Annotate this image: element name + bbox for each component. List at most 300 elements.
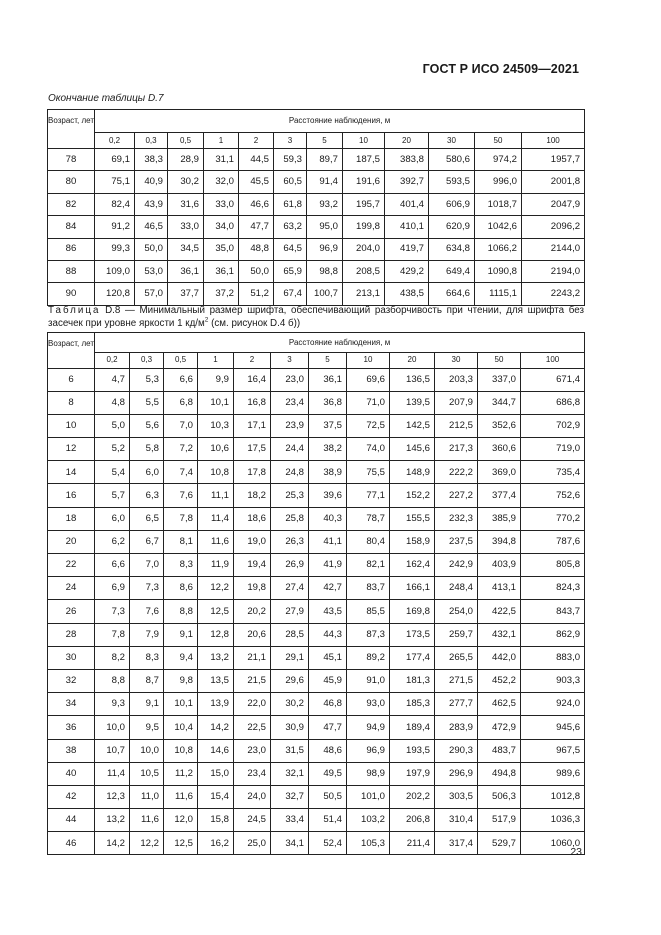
value-cell: 369,0 bbox=[478, 461, 521, 484]
distance-header: Расстояние наблюдения, м bbox=[95, 333, 585, 353]
value-cell: 96,9 bbox=[307, 238, 343, 260]
value-cell: 12,2 bbox=[130, 832, 164, 855]
table-row bbox=[48, 484, 585, 507]
value-cell: 23,0 bbox=[234, 739, 271, 762]
age-cell: 88 bbox=[48, 260, 95, 282]
value-cell: 51,2 bbox=[239, 283, 274, 305]
table-row bbox=[48, 193, 585, 215]
value-cell: 620,9 bbox=[429, 216, 475, 238]
value-cell: 208,5 bbox=[343, 260, 385, 282]
value-cell: 8,8 bbox=[164, 600, 198, 623]
value-cell: 173,5 bbox=[390, 623, 435, 646]
table-row bbox=[48, 530, 585, 553]
value-cell: 32,7 bbox=[271, 785, 309, 808]
value-cell: 593,5 bbox=[429, 171, 475, 193]
value-cell: 6,8 bbox=[164, 391, 198, 414]
value-cell: 20,6 bbox=[234, 623, 271, 646]
value-cell: 11,4 bbox=[198, 507, 234, 530]
value-cell: 77,1 bbox=[347, 484, 390, 507]
value-cell: 27,4 bbox=[271, 577, 309, 600]
distance-column-header: 100 bbox=[522, 133, 585, 149]
value-cell: 283,9 bbox=[435, 716, 478, 739]
distance-header: Расстояние наблюдения, м bbox=[95, 110, 585, 133]
value-cell: 10,0 bbox=[95, 716, 130, 739]
value-cell: 6,7 bbox=[130, 530, 164, 553]
value-cell: 5,3 bbox=[130, 368, 164, 391]
table-d8-caption-tail: (см. рисунок D.4 б)) bbox=[208, 318, 301, 329]
value-cell: 401,4 bbox=[385, 193, 429, 215]
value-cell: 8,3 bbox=[164, 554, 198, 577]
value-cell: 35,0 bbox=[204, 238, 239, 260]
value-cell: 22,0 bbox=[234, 693, 271, 716]
value-cell: 204,0 bbox=[343, 238, 385, 260]
value-cell: 46,5 bbox=[135, 216, 168, 238]
value-cell: 36,1 bbox=[204, 260, 239, 282]
value-cell: 197,9 bbox=[390, 762, 435, 785]
value-cell: 10,5 bbox=[130, 762, 164, 785]
value-cell: 36,8 bbox=[309, 391, 347, 414]
value-cell: 16,2 bbox=[198, 832, 234, 855]
age-cell: 6 bbox=[48, 368, 95, 391]
distance-column-header: 0,3 bbox=[135, 133, 168, 149]
value-cell: 805,8 bbox=[521, 554, 585, 577]
value-cell: 158,9 bbox=[390, 530, 435, 553]
value-cell: 15,0 bbox=[198, 762, 234, 785]
value-cell: 5,2 bbox=[95, 438, 130, 461]
value-cell: 19,8 bbox=[234, 577, 271, 600]
value-cell: 7,0 bbox=[164, 414, 198, 437]
value-cell: 26,3 bbox=[271, 530, 309, 553]
value-cell: 74,0 bbox=[347, 438, 390, 461]
value-cell: 93,0 bbox=[347, 693, 390, 716]
value-cell: 8,8 bbox=[95, 669, 130, 692]
value-cell: 25,0 bbox=[234, 832, 271, 855]
value-cell: 152,2 bbox=[390, 484, 435, 507]
value-cell: 403,9 bbox=[478, 554, 521, 577]
value-cell: 105,3 bbox=[347, 832, 390, 855]
value-cell: 95,0 bbox=[307, 216, 343, 238]
value-cell: 824,3 bbox=[521, 577, 585, 600]
value-cell: 5,8 bbox=[130, 438, 164, 461]
table-row bbox=[48, 391, 585, 414]
value-cell: 27,9 bbox=[271, 600, 309, 623]
value-cell: 11,1 bbox=[198, 484, 234, 507]
table-d8-caption-label: Таблица bbox=[48, 305, 101, 316]
value-cell: 317,4 bbox=[435, 832, 478, 855]
value-cell: 44,3 bbox=[309, 623, 347, 646]
value-cell: 8,6 bbox=[164, 577, 198, 600]
value-cell: 277,7 bbox=[435, 693, 478, 716]
value-cell: 23,4 bbox=[234, 762, 271, 785]
value-cell: 9,4 bbox=[164, 646, 198, 669]
value-cell: 394,8 bbox=[478, 530, 521, 553]
value-cell: 14,2 bbox=[198, 716, 234, 739]
value-cell: 438,5 bbox=[385, 283, 429, 305]
value-cell: 2001,8 bbox=[522, 171, 585, 193]
age-column-header: Возраст, лет bbox=[48, 333, 95, 369]
value-cell: 21,1 bbox=[234, 646, 271, 669]
value-cell: 41,1 bbox=[309, 530, 347, 553]
value-cell: 9,1 bbox=[130, 693, 164, 716]
value-cell: 1042,6 bbox=[475, 216, 522, 238]
value-cell: 7,2 bbox=[164, 438, 198, 461]
distance-column-header: 50 bbox=[475, 133, 522, 149]
value-cell: 227,2 bbox=[435, 484, 478, 507]
value-cell: 34,5 bbox=[168, 238, 204, 260]
age-cell: 20 bbox=[48, 530, 95, 553]
value-cell: 11,9 bbox=[198, 554, 234, 577]
value-cell: 211,4 bbox=[390, 832, 435, 855]
value-cell: 25,3 bbox=[271, 484, 309, 507]
table-row bbox=[48, 739, 585, 762]
distance-column-header: 20 bbox=[385, 133, 429, 149]
value-cell: 52,4 bbox=[309, 832, 347, 855]
age-cell: 82 bbox=[48, 193, 95, 215]
value-cell: 212,5 bbox=[435, 414, 478, 437]
table-row bbox=[48, 414, 585, 437]
value-cell: 702,9 bbox=[521, 414, 585, 437]
distance-column-header: 3 bbox=[274, 133, 307, 149]
value-cell: 103,2 bbox=[347, 809, 390, 832]
value-cell: 1115,1 bbox=[475, 283, 522, 305]
value-cell: 843,7 bbox=[521, 600, 585, 623]
value-cell: 10,1 bbox=[164, 693, 198, 716]
value-cell: 5,4 bbox=[95, 461, 130, 484]
value-cell: 6,2 bbox=[95, 530, 130, 553]
value-cell: 23,0 bbox=[271, 368, 309, 391]
value-cell: 12,3 bbox=[95, 785, 130, 808]
age-cell: 46 bbox=[48, 832, 95, 855]
value-cell: 13,2 bbox=[198, 646, 234, 669]
value-cell: 664,6 bbox=[429, 283, 475, 305]
value-cell: 64,5 bbox=[274, 238, 307, 260]
value-cell: 37,2 bbox=[204, 283, 239, 305]
value-cell: 48,6 bbox=[309, 739, 347, 762]
value-cell: 25,8 bbox=[271, 507, 309, 530]
age-cell: 84 bbox=[48, 216, 95, 238]
value-cell: 139,5 bbox=[390, 391, 435, 414]
value-cell: 30,2 bbox=[271, 693, 309, 716]
value-cell: 7,3 bbox=[130, 577, 164, 600]
value-cell: 47,7 bbox=[309, 716, 347, 739]
value-cell: 177,4 bbox=[390, 646, 435, 669]
value-cell: 10,8 bbox=[164, 739, 198, 762]
value-cell: 422,5 bbox=[478, 600, 521, 623]
table-row bbox=[48, 260, 585, 282]
value-cell: 31,1 bbox=[204, 149, 239, 171]
value-cell: 89,7 bbox=[307, 149, 343, 171]
value-cell: 98,8 bbox=[307, 260, 343, 282]
value-cell: 155,5 bbox=[390, 507, 435, 530]
distance-column-header: 10 bbox=[343, 133, 385, 149]
value-cell: 213,1 bbox=[343, 283, 385, 305]
value-cell: 75,5 bbox=[347, 461, 390, 484]
table-row bbox=[48, 669, 585, 692]
value-cell: 580,6 bbox=[429, 149, 475, 171]
value-cell: 7,3 bbox=[95, 600, 130, 623]
value-cell: 8,3 bbox=[130, 646, 164, 669]
value-cell: 53,0 bbox=[135, 260, 168, 282]
table-d8-caption-text: D.8 — Минимальный размер шрифта, обеспечивающий разборчивость при чтении, для шрифта без засечек при уровне яркости 1 кд/м bbox=[48, 305, 584, 329]
value-cell: 217,3 bbox=[435, 438, 478, 461]
value-cell: 6,0 bbox=[95, 507, 130, 530]
value-cell: 199,8 bbox=[343, 216, 385, 238]
value-cell: 33,0 bbox=[168, 216, 204, 238]
value-cell: 5,0 bbox=[95, 414, 130, 437]
value-cell: 5,6 bbox=[130, 414, 164, 437]
table-d8-caption bbox=[48, 304, 584, 330]
value-cell: 40,3 bbox=[309, 507, 347, 530]
value-cell: 12,0 bbox=[164, 809, 198, 832]
value-cell: 410,1 bbox=[385, 216, 429, 238]
value-cell: 16,4 bbox=[234, 368, 271, 391]
value-cell: 11,2 bbox=[164, 762, 198, 785]
value-cell: 344,7 bbox=[478, 391, 521, 414]
value-cell: 19,4 bbox=[234, 554, 271, 577]
value-cell: 432,1 bbox=[478, 623, 521, 646]
value-cell: 9,1 bbox=[164, 623, 198, 646]
value-cell: 39,6 bbox=[309, 484, 347, 507]
value-cell: 392,7 bbox=[385, 171, 429, 193]
table-row bbox=[48, 762, 585, 785]
value-cell: 60,5 bbox=[274, 171, 307, 193]
value-cell: 21,5 bbox=[234, 669, 271, 692]
table-d7-caption: Окончание таблицы D.7 bbox=[48, 93, 164, 104]
table-row bbox=[48, 600, 585, 623]
table-row bbox=[48, 368, 585, 391]
value-cell: 42,7 bbox=[309, 577, 347, 600]
value-cell: 43,9 bbox=[135, 193, 168, 215]
value-cell: 69,1 bbox=[95, 149, 135, 171]
value-cell: 6,9 bbox=[95, 577, 130, 600]
distance-column-header: 5 bbox=[307, 133, 343, 149]
value-cell: 413,1 bbox=[478, 577, 521, 600]
value-cell: 91,4 bbox=[307, 171, 343, 193]
value-cell: 7,0 bbox=[130, 554, 164, 577]
value-cell: 11,6 bbox=[164, 785, 198, 808]
value-cell: 606,9 bbox=[429, 193, 475, 215]
value-cell: 5,5 bbox=[130, 391, 164, 414]
document-code: ГОСТ Р ИСО 24509—2021 bbox=[422, 62, 579, 76]
value-cell: 974,2 bbox=[475, 149, 522, 171]
value-cell: 11,6 bbox=[130, 809, 164, 832]
value-cell: 686,8 bbox=[521, 391, 585, 414]
value-cell: 12,2 bbox=[198, 577, 234, 600]
value-cell: 30,2 bbox=[168, 171, 204, 193]
age-cell: 80 bbox=[48, 171, 95, 193]
value-cell: 46,6 bbox=[239, 193, 274, 215]
table-row bbox=[48, 149, 585, 171]
value-cell: 8,2 bbox=[95, 646, 130, 669]
value-cell: 32,0 bbox=[204, 171, 239, 193]
value-cell: 10,4 bbox=[164, 716, 198, 739]
value-cell: 2096,2 bbox=[522, 216, 585, 238]
table-d8 bbox=[47, 332, 585, 855]
value-cell: 41,9 bbox=[309, 554, 347, 577]
value-cell: 136,5 bbox=[390, 368, 435, 391]
value-cell: 442,0 bbox=[478, 646, 521, 669]
value-cell: 45,9 bbox=[309, 669, 347, 692]
value-cell: 352,6 bbox=[478, 414, 521, 437]
value-cell: 452,2 bbox=[478, 669, 521, 692]
value-cell: 99,3 bbox=[95, 238, 135, 260]
value-cell: 100,7 bbox=[307, 283, 343, 305]
value-cell: 752,6 bbox=[521, 484, 585, 507]
value-cell: 383,8 bbox=[385, 149, 429, 171]
value-cell: 2047,9 bbox=[522, 193, 585, 215]
value-cell: 91,0 bbox=[347, 669, 390, 692]
value-cell: 6,3 bbox=[130, 484, 164, 507]
value-cell: 195,7 bbox=[343, 193, 385, 215]
distance-column-header: 1 bbox=[198, 353, 234, 369]
value-cell: 14,2 bbox=[95, 832, 130, 855]
value-cell: 735,4 bbox=[521, 461, 585, 484]
value-cell: 2144,0 bbox=[522, 238, 585, 260]
value-cell: 89,2 bbox=[347, 646, 390, 669]
value-cell: 48,8 bbox=[239, 238, 274, 260]
value-cell: 4,8 bbox=[95, 391, 130, 414]
value-cell: 429,2 bbox=[385, 260, 429, 282]
value-cell: 187,5 bbox=[343, 149, 385, 171]
value-cell: 719,0 bbox=[521, 438, 585, 461]
value-cell: 46,8 bbox=[309, 693, 347, 716]
table-row bbox=[48, 693, 585, 716]
value-cell: 50,0 bbox=[135, 238, 168, 260]
value-cell: 13,5 bbox=[198, 669, 234, 692]
value-cell: 12,5 bbox=[198, 600, 234, 623]
value-cell: 191,6 bbox=[343, 171, 385, 193]
value-cell: 787,6 bbox=[521, 530, 585, 553]
distance-column-header: 30 bbox=[429, 133, 475, 149]
value-cell: 10,8 bbox=[198, 461, 234, 484]
age-cell: 36 bbox=[48, 716, 95, 739]
distance-column-header: 0,2 bbox=[95, 133, 135, 149]
value-cell: 31,5 bbox=[271, 739, 309, 762]
value-cell: 47,7 bbox=[239, 216, 274, 238]
age-cell: 78 bbox=[48, 149, 95, 171]
value-cell: 360,6 bbox=[478, 438, 521, 461]
value-cell: 18,6 bbox=[234, 507, 271, 530]
table-d7 bbox=[47, 109, 585, 306]
value-cell: 91,2 bbox=[95, 216, 135, 238]
value-cell: 472,9 bbox=[478, 716, 521, 739]
value-cell: 11,6 bbox=[198, 530, 234, 553]
table-row bbox=[48, 577, 585, 600]
value-cell: 72,5 bbox=[347, 414, 390, 437]
value-cell: 924,0 bbox=[521, 693, 585, 716]
value-cell: 1060,0 bbox=[521, 832, 585, 855]
value-cell: 945,6 bbox=[521, 716, 585, 739]
age-cell: 24 bbox=[48, 577, 95, 600]
value-cell: 78,7 bbox=[347, 507, 390, 530]
value-cell: 38,3 bbox=[135, 149, 168, 171]
value-cell: 419,7 bbox=[385, 238, 429, 260]
value-cell: 1066,2 bbox=[475, 238, 522, 260]
age-cell: 8 bbox=[48, 391, 95, 414]
age-cell: 26 bbox=[48, 600, 95, 623]
value-cell: 15,8 bbox=[198, 809, 234, 832]
value-cell: 109,0 bbox=[95, 260, 135, 282]
value-cell: 862,9 bbox=[521, 623, 585, 646]
age-cell: 32 bbox=[48, 669, 95, 692]
value-cell: 259,7 bbox=[435, 623, 478, 646]
age-column-header: Возраст, лет bbox=[48, 110, 95, 149]
value-cell: 23,9 bbox=[271, 414, 309, 437]
value-cell: 9,5 bbox=[130, 716, 164, 739]
value-cell: 290,3 bbox=[435, 739, 478, 762]
value-cell: 57,0 bbox=[135, 283, 168, 305]
value-cell: 967,5 bbox=[521, 739, 585, 762]
value-cell: 96,9 bbox=[347, 739, 390, 762]
value-cell: 6,0 bbox=[130, 461, 164, 484]
value-cell: 45,1 bbox=[309, 646, 347, 669]
distance-column-header: 100 bbox=[521, 353, 585, 369]
value-cell: 37,7 bbox=[168, 283, 204, 305]
value-cell: 7,4 bbox=[164, 461, 198, 484]
distance-column-header: 3 bbox=[271, 353, 309, 369]
value-cell: 649,4 bbox=[429, 260, 475, 282]
value-cell: 22,5 bbox=[234, 716, 271, 739]
value-cell: 2243,2 bbox=[522, 283, 585, 305]
value-cell: 26,9 bbox=[271, 554, 309, 577]
value-cell: 28,5 bbox=[271, 623, 309, 646]
value-cell: 65,9 bbox=[274, 260, 307, 282]
age-cell: 22 bbox=[48, 554, 95, 577]
value-cell: 237,5 bbox=[435, 530, 478, 553]
value-cell: 6,5 bbox=[130, 507, 164, 530]
distance-column-header: 1 bbox=[204, 133, 239, 149]
value-cell: 82,1 bbox=[347, 554, 390, 577]
value-cell: 1036,3 bbox=[521, 809, 585, 832]
table-row bbox=[48, 623, 585, 646]
table-row bbox=[48, 507, 585, 530]
table-row bbox=[48, 216, 585, 238]
value-cell: 634,8 bbox=[429, 238, 475, 260]
age-cell: 10 bbox=[48, 414, 95, 437]
value-cell: 462,5 bbox=[478, 693, 521, 716]
value-cell: 51,4 bbox=[309, 809, 347, 832]
value-cell: 883,0 bbox=[521, 646, 585, 669]
distance-column-header: 5 bbox=[309, 353, 347, 369]
value-cell: 16,8 bbox=[234, 391, 271, 414]
value-cell: 271,5 bbox=[435, 669, 478, 692]
value-cell: 162,4 bbox=[390, 554, 435, 577]
value-cell: 4,7 bbox=[95, 368, 130, 391]
value-cell: 6,6 bbox=[164, 368, 198, 391]
age-cell: 30 bbox=[48, 646, 95, 669]
table-row bbox=[48, 716, 585, 739]
value-cell: 671,4 bbox=[521, 368, 585, 391]
value-cell: 12,8 bbox=[198, 623, 234, 646]
value-cell: 10,3 bbox=[198, 414, 234, 437]
value-cell: 232,3 bbox=[435, 507, 478, 530]
value-cell: 5,7 bbox=[95, 484, 130, 507]
value-cell: 7,6 bbox=[164, 484, 198, 507]
age-cell: 38 bbox=[48, 739, 95, 762]
value-cell: 71,0 bbox=[347, 391, 390, 414]
value-cell: 2194,0 bbox=[522, 260, 585, 282]
value-cell: 296,9 bbox=[435, 762, 478, 785]
value-cell: 38,2 bbox=[309, 438, 347, 461]
value-cell: 18,2 bbox=[234, 484, 271, 507]
value-cell: 169,8 bbox=[390, 600, 435, 623]
table-row bbox=[48, 646, 585, 669]
value-cell: 38,9 bbox=[309, 461, 347, 484]
value-cell: 120,8 bbox=[95, 283, 135, 305]
value-cell: 30,9 bbox=[271, 716, 309, 739]
distance-column-header: 0,5 bbox=[164, 353, 198, 369]
value-cell: 1090,8 bbox=[475, 260, 522, 282]
